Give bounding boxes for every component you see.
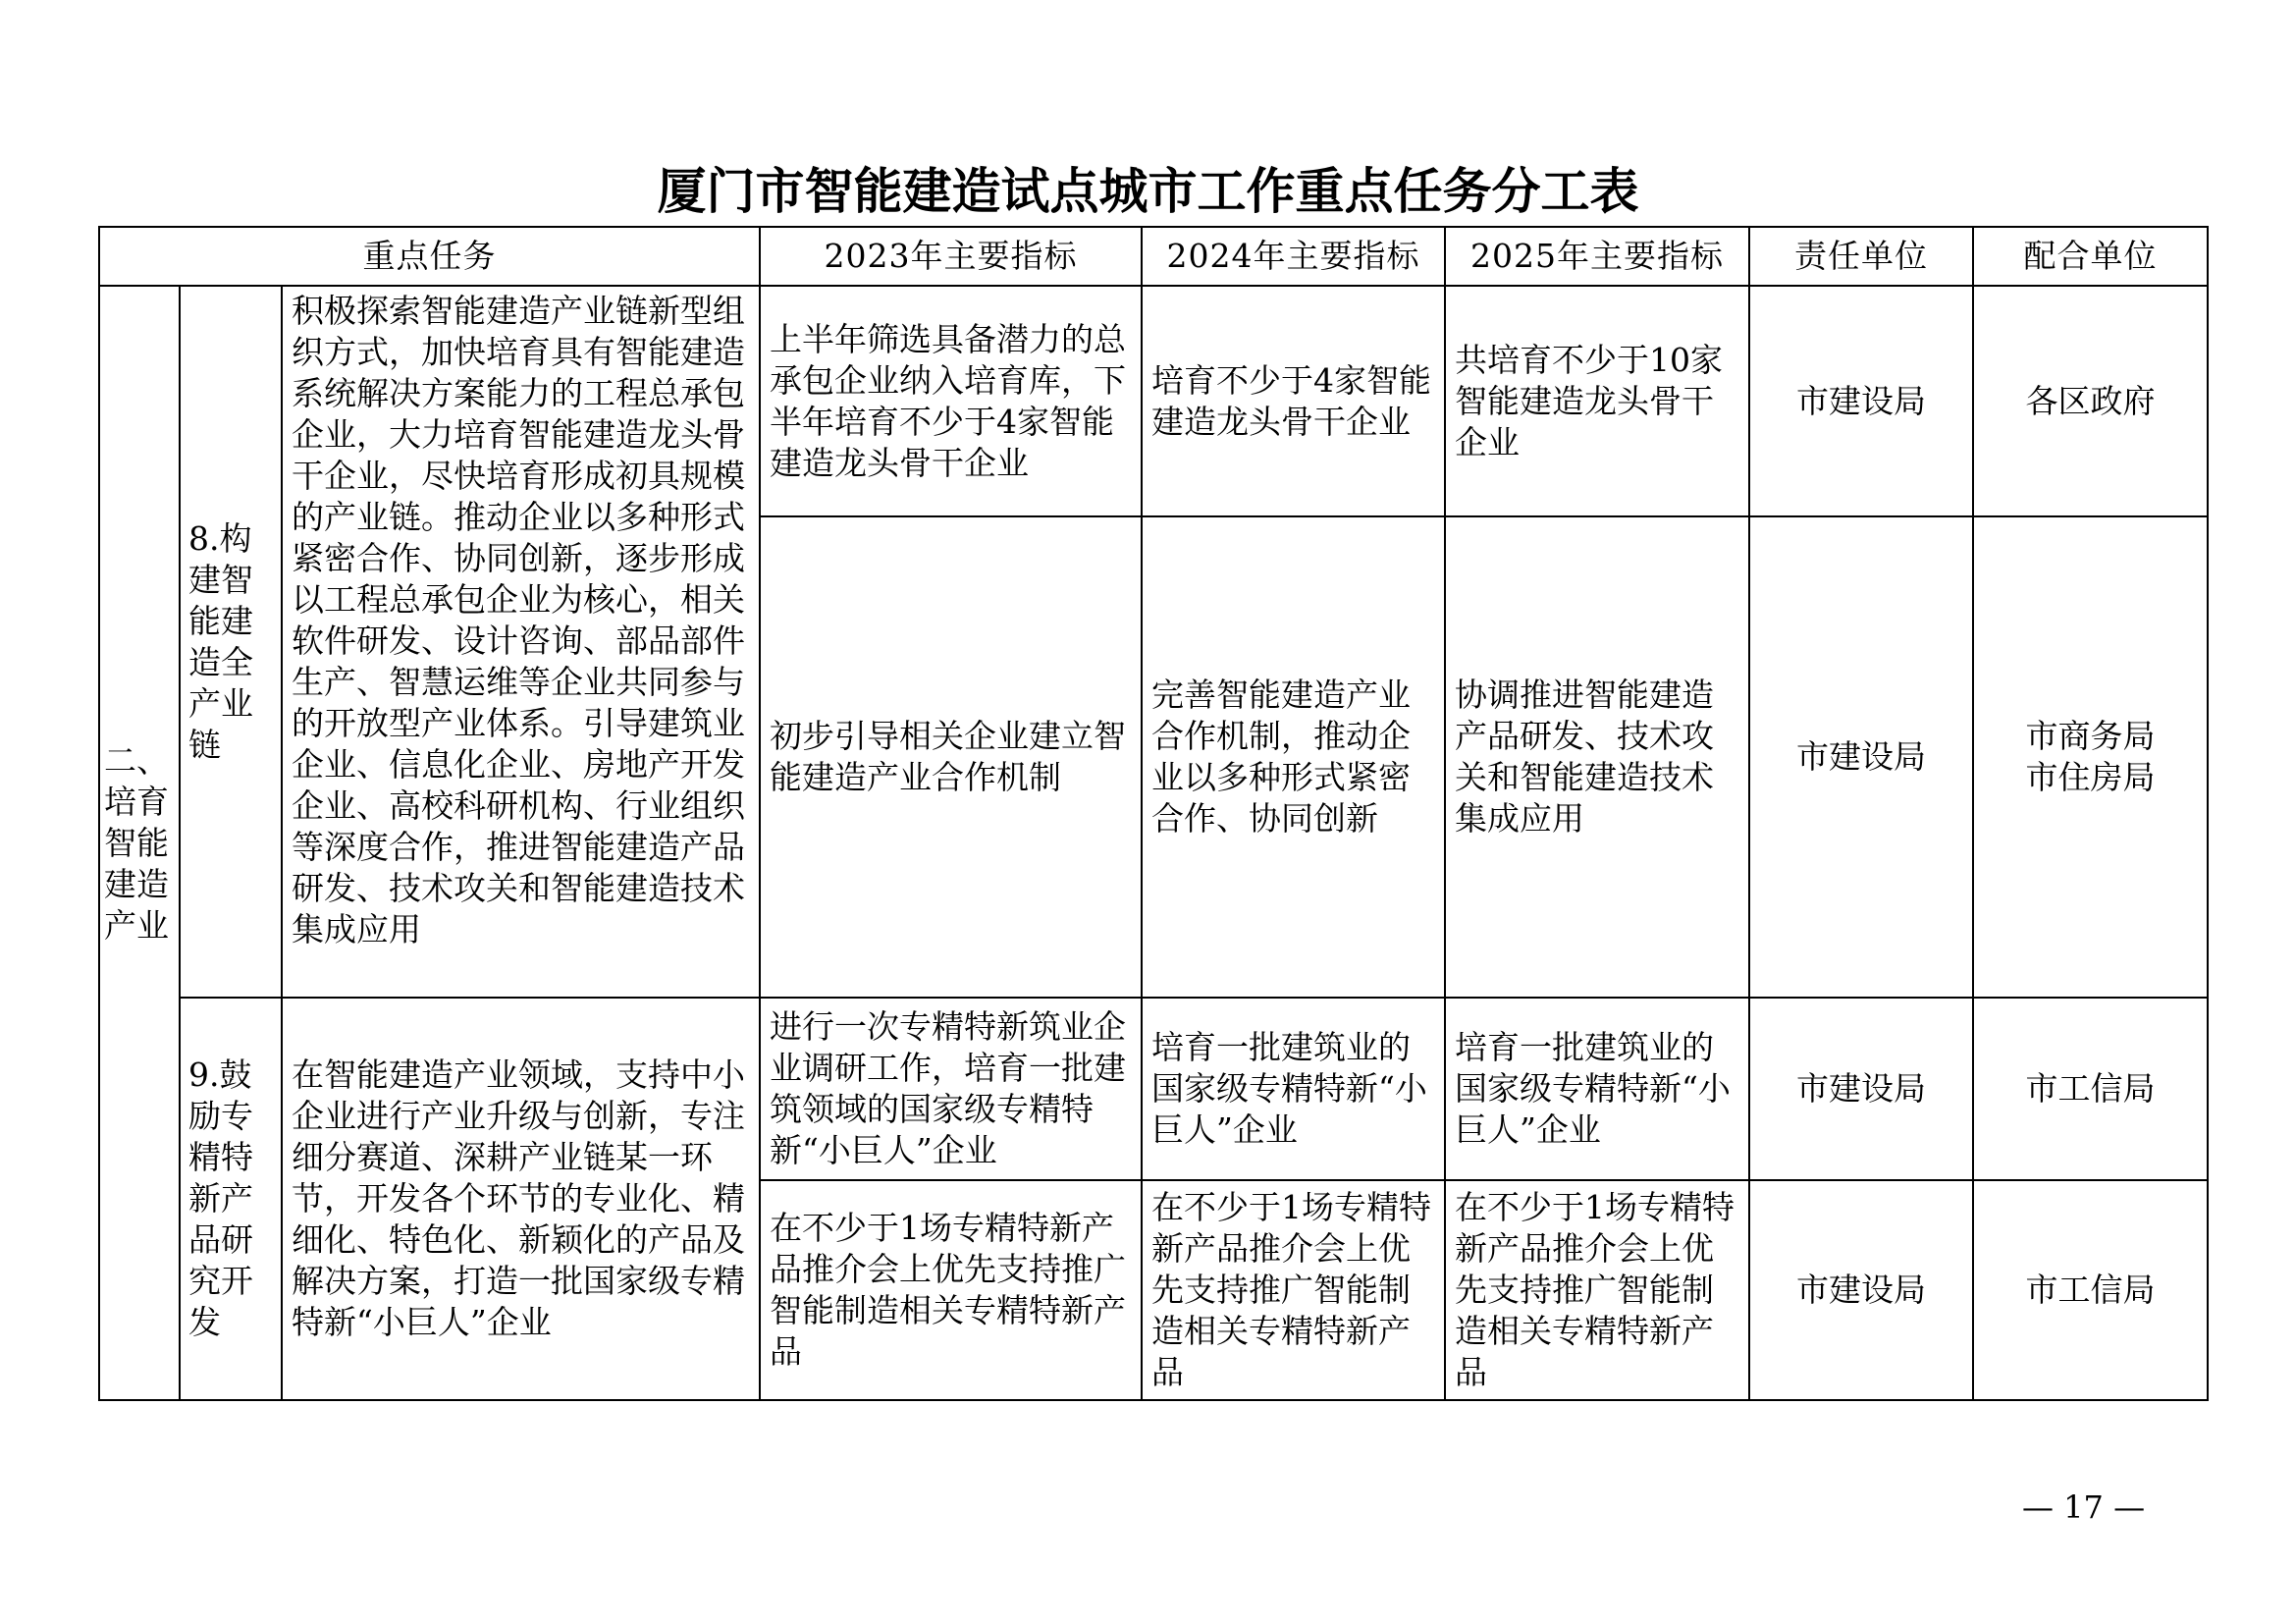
page-title: 厦门市智能建造试点城市工作重点任务分工表 [657, 162, 1639, 220]
indicator-2025: 培育一批建筑业的国家级专精特新“小巨人”企业 [1445, 998, 1749, 1180]
indicator-2023: 在不少于1场专精特新产品推介会上优先支持推广智能制造相关专精特新产品 [760, 1180, 1142, 1400]
indicator-2025: 协调推进智能建造产品研发、技术攻关和智能建造技术集成应用 [1445, 516, 1749, 998]
task-table [98, 226, 2209, 1401]
indicator-2023: 上半年筛选具备潜力的总承包企业纳入培育库，下半年培育不少于4家智能建造龙头骨干企业 [760, 286, 1142, 516]
responsible-unit: 市建设局 [1749, 1180, 1973, 1400]
header-2025: 2025年主要指标 [1445, 227, 1749, 286]
subtask-label: 9.鼓励专精特新产品研究开发 [180, 998, 282, 1400]
header-task: 重点任务 [99, 227, 760, 286]
table-header-row [99, 227, 2208, 286]
header-cooperating: 配合单位 [1973, 227, 2208, 286]
header-responsible: 责任单位 [1749, 227, 1973, 286]
indicator-2024: 培育不少于4家智能建造龙头骨干企业 [1142, 286, 1445, 516]
subtask-description: 积极探索智能建造产业链新型组织方式，加快培育具有智能建造系统解决方案能力的工程总承包企业，大力培育智能建造龙头骨干企业，尽快培育形成初具规模的产业链。推动企业以多种形式紧密合作、协同创新，逐步形成以工程总承包企业为核心，相关软件研发、设计咨询、部品部件生产、智慧运维等企业共同参与的开放型产业体系。引导建筑业企业、信息化企业、房地产开发企业、高校科研机构、行业组织等深度合作，推进智能建造产品研发、技术攻关和智能建造技术集成应用 [282, 286, 760, 998]
responsible-unit: 市建设局 [1749, 286, 1973, 516]
cooperating-unit: 市工信局 [1973, 998, 2208, 1180]
responsible-unit: 市建设局 [1749, 998, 1973, 1180]
subtask-label: 8.构建智能建造全产业链 [180, 286, 282, 998]
cooperating-unit: 各区政府 [1973, 286, 2208, 516]
category-cell: 二、培育智能建造产业 [99, 286, 180, 1400]
indicator-2024: 完善智能建造产业合作机制，推动企业以多种形式紧密合作、协同创新 [1142, 516, 1445, 998]
indicator-2023: 初步引导相关企业建立智能建造产业合作机制 [760, 516, 1142, 998]
cooperating-unit: 市商务局 市住房局 [1973, 516, 2208, 998]
table-row [99, 286, 2208, 516]
header-2024: 2024年主要指标 [1142, 227, 1445, 286]
header-2023: 2023年主要指标 [760, 227, 1142, 286]
indicator-2023: 进行一次专精特新筑业企业调研工作，培育一批建筑领域的国家级专精特新“小巨人”企业 [760, 998, 1142, 1180]
indicator-2024: 在不少于1场专精特新产品推介会上优先支持推广智能制造相关专精特新产品 [1142, 1180, 1445, 1400]
page-number: — 17 — [2022, 1488, 2146, 1526]
table-row [99, 998, 2208, 1180]
responsible-unit: 市建设局 [1749, 516, 1973, 998]
indicator-2024: 培育一批建筑业的国家级专精特新“小巨人”企业 [1142, 998, 1445, 1180]
indicator-2025: 在不少于1场专精特新产品推介会上优先支持推广智能制造相关专精特新产品 [1445, 1180, 1749, 1400]
indicator-2025: 共培育不少于10家智能建造龙头骨干企业 [1445, 286, 1749, 516]
cooperating-unit: 市工信局 [1973, 1180, 2208, 1400]
subtask-description: 在智能建造产业领域，支持中小企业进行产业升级与创新，专注细分赛道、深耕产业链某一环节，开发各个环节的专业化、精细化、特色化、新颖化的产品及解决方案，打造一批国家级专精特新“小巨人”企业 [282, 998, 760, 1400]
